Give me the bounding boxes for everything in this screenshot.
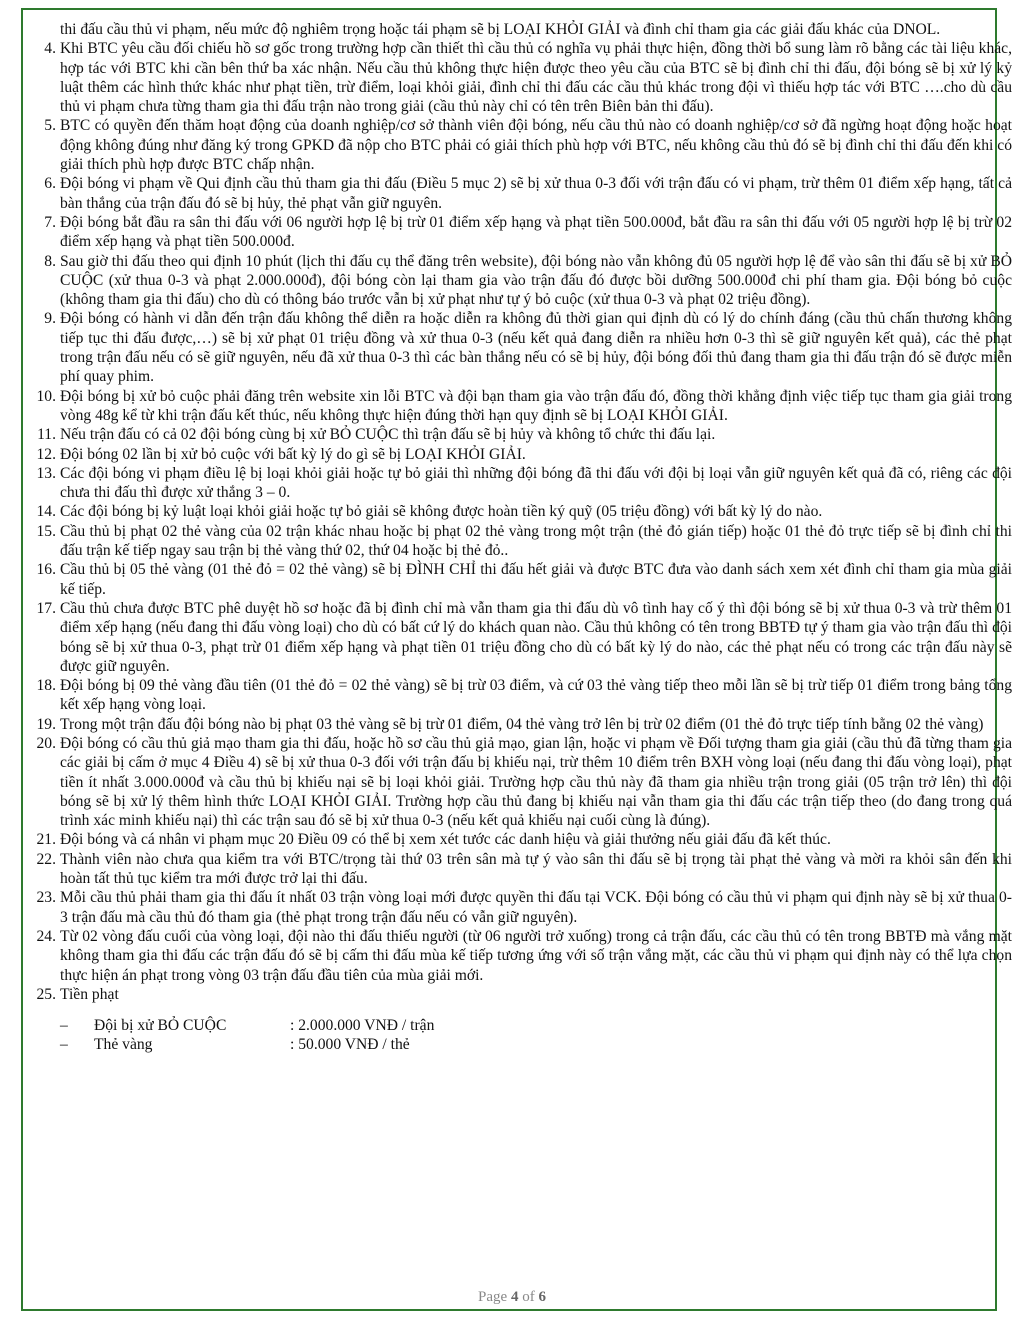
item-text: Đội bóng bị 09 thẻ vàng đầu tiên (01 thẻ đỏ = 02 thẻ vàng) sẽ bị trừ 03 điểm, và cứ 03 thẻ vàng tiếp theo mỗi lần sẽ bị trừ tiếp 01 điểm trong bảng tổng kết xếp hạng vòng loại.: [60, 677, 1012, 714]
list-item: [24, 445, 1012, 464]
item-number: 20.: [36, 734, 56, 752]
item-number: 23.: [36, 889, 56, 907]
item-text: Từ 02 vòng đấu cuối của vòng loại, đội nào thi đấu thiếu người (từ 06 người trở xuống) trong cả trận đấu, các cầu thủ có tên trong BBTĐ mà vắng mặt không tham gia thi đấu các trận đấu đó sẽ bị cấm thi đấu mùa kế tiếp tương ứng với số trận vắng mặt, các cầu thủ vi phạm qui định này có thể lựa chọn thực hiện án phạt trong vòng 03 trận đấu đầu tiên của mùa giải mới.: [60, 927, 1012, 984]
item-number: 5.: [44, 117, 56, 135]
item-number: 17.: [36, 599, 56, 617]
item-text: Sau giờ thi đấu theo qui định 10 phút (lịch thi đấu cụ thể đăng trên website), đội bóng nào vẫn không đủ 05 người hợp lệ để vào sân thi đấu sẽ bị xử BỎ CUỘC (xử thua 0-3 và phạt 2.000.000đ), đội bóng còn lại tham gia vào trận đấu đó được bồi dưỡng 500.000đ chi phí tham gia. Đội bóng bỏ cuộc (không tham gia thi đấu) cho dù có thông báo trước vẫn bị xử phạt như tự ý bỏ cuộc (xử thua 0-3 và phạt 02 triệu đồng).: [60, 252, 1012, 309]
item-number: 19.: [36, 715, 56, 733]
list-item: [24, 985, 1012, 1004]
item-text: Đội bóng bắt đầu ra sân thi đấu với 06 người hợp lệ bị trừ 01 điểm xếp hạng và phạt tiền 500.000đ, bắt đầu ra sân thi đấu với 05 người hợp lệ bị trừ 02 điểm xếp hạng và phạt tiền 500.000đ.: [60, 213, 1012, 251]
item-number: 8.: [44, 252, 56, 270]
fine-row: [24, 1016, 1012, 1035]
item-text: Khi BTC yêu cầu đối chiếu hồ sơ gốc trong trường hợp cần thiết thì cầu thủ có nghĩa vụ phải thực hiện, đồng thời bổ sung làm rõ bằng các tài liệu khác, hợp tác với BTC khi cần bên thứ ba xác nhận. Nếu cầu thủ không thực hiện được theo yêu cầu của BTC sẽ bị đình chỉ thi đấu, đội bóng sẽ bị xử lý kỷ luật thêm các hình thức khác như phạt tiền, trừ điểm, loại khỏi giải, đình chỉ thi đấu các cầu thủ khác trong đội vì thiếu hợp tác với BTC ….cho dù cầu thủ vi phạm chưa từng tham gia thi đấu trận nào trong giải (cầu thủ này chỉ có tên trên Biên bản thi đấu).: [60, 40, 1012, 116]
list-item: [24, 425, 1012, 444]
item-number: 15.: [36, 522, 56, 540]
item-number: 14.: [36, 503, 56, 521]
item-number: 4.: [44, 40, 56, 58]
list-item: [24, 387, 1012, 426]
list-item: [24, 734, 1012, 830]
of-word: of: [522, 1289, 535, 1305]
list-item: [24, 676, 1012, 715]
list-item: [24, 522, 1012, 561]
list-item: [24, 715, 1012, 734]
page-total: 6: [538, 1289, 546, 1305]
page-footer: [0, 1289, 1024, 1306]
list-item: [24, 39, 1012, 116]
item-number: 22.: [36, 850, 56, 868]
item-number: 9.: [44, 310, 56, 328]
list-item: [24, 309, 1012, 386]
list-item: [24, 830, 1012, 849]
fine-value: : 2.000.000 VNĐ / trận: [290, 1017, 435, 1035]
item-text: Nếu trận đấu có cả 02 đội bóng cùng bị xử BỎ CUỘC thì trận đấu sẽ bị hủy và không tổ chức thi đấu lại.: [60, 426, 716, 444]
fines-list: [24, 1016, 1012, 1055]
item-number: 10.: [36, 387, 56, 405]
list-item: [24, 850, 1012, 889]
fine-row: [24, 1035, 1012, 1054]
list-item: [24, 888, 1012, 927]
fine-value: : 50.000 VNĐ / thẻ: [290, 1036, 410, 1054]
fine-dash: –: [60, 1017, 68, 1035]
page-number: 4: [510, 1289, 519, 1305]
list-item: [24, 252, 1012, 310]
item-number: 16.: [36, 561, 56, 579]
item-number: 13.: [36, 464, 56, 482]
item-text: Cầu thủ bị 05 thẻ vàng (01 thẻ đỏ = 02 thẻ vàng) sẽ bị ĐÌNH CHỈ thi đấu hết giải và được BTC đưa vào danh sách xem xét đình chỉ tham gia mùa giải kế tiếp.: [60, 561, 1012, 598]
item-text: Tiền phạt: [60, 985, 119, 1003]
item-text: Đội bóng có hành vi dẫn đến trận đấu không thể diễn ra hoặc diễn ra không đủ thời gian qui định dù có lý do chính đáng (cầu thủ chấn thương không tiếp tục thi đấu được,…) sẽ bị xử phạt 01 triệu đồng và xử thua 0-3 (nếu kết quả đang diễn ra nhiều hơn 0-3 thì sẽ giữ nguyên kết quả), các thẻ phạt trong trận đấu nếu có sẽ giữ nguyên, nếu đã xử thua 0-3 thì các bàn thắng nếu có sẽ bị hủy, đội bóng đối thủ đang tham gia thi đấu trận đó sẽ được miễn phí quay phim.: [60, 310, 1012, 386]
item-text: Trong một trận đấu đội bóng nào bị phạt 03 thẻ vàng sẽ bị trừ 01 điểm, 04 thẻ vàng trở lên bị trừ 02 điểm (01 thẻ đỏ trực tiếp tính bằng 02 thẻ vàng): [60, 715, 984, 733]
item-number: 12.: [36, 445, 56, 463]
item-number: 25.: [36, 985, 56, 1003]
item-text: Đội bóng vi phạm về Qui định cầu thủ tham gia thi đấu (Điều 5 mục 2) sẽ bị xử thua 0-3 đối với trận đấu có vi phạm, trừ thêm 01 điểm xếp hạng, tất cả bàn thắng của trận đấu đó sẽ bị hủy, thẻ phạt vẫn giữ nguyên.: [60, 175, 1012, 212]
item-text: Các đội bóng bị kỷ luật loại khỏi giải hoặc tự bỏ giải sẽ không được hoàn tiền ký quỹ (05 triệu đồng) với bất kỳ lý do nào.: [60, 503, 823, 521]
fine-dash: –: [60, 1036, 68, 1054]
list-item: [24, 116, 1012, 174]
item-number: 18.: [36, 677, 56, 695]
fine-label: Đội bị xử BỎ CUỘC: [94, 1017, 227, 1035]
item-text: Cầu thủ bị phạt 02 thẻ vàng của 02 trận khác nhau hoặc bị phạt 02 thẻ vàng trong một trận (thẻ đỏ gián tiếp) hoặc 01 thẻ đỏ trực tiếp sẽ bị đình chỉ thi đấu trận kế tiếp ngay sau trận bị thẻ vàng thứ 02, thứ 04 hoặc bị thẻ đỏ..: [60, 522, 1012, 560]
item-text: Các đội bóng vi phạm điều lệ bị loại khỏi giải hoặc tự bỏ giải thì những đội bóng đã thi đấu với đội bị loại vẫn giữ nguyên kết quả đã có, riêng các đội chưa thi đấu thì được xử thắng 3 – 0.: [60, 464, 1012, 502]
item-text: Đội bóng bị xử bỏ cuộc phải đăng trên website xin lỗi BTC và đội bạn tham gia vào trận đấu đó, đồng thời khẳng định việc tiếp tục tham gia giải trong vòng 48g kể từ khi trận đấu kết thúc, nếu không thực hiện đúng thời hạn quy định sẽ bị LOẠI KHỎI GIẢI.: [60, 387, 1012, 424]
list-item: [24, 560, 1012, 599]
item-text: Đội bóng 02 lần bị xử bỏ cuộc với bất kỳ lý do gì sẽ bị LOẠI KHỎI GIẢI.: [60, 445, 526, 463]
fine-label: Thẻ vàng: [94, 1036, 153, 1054]
item-text: BTC có quyền đến thăm hoạt động của doanh nghiệp/cơ sở thành viên đội bóng, nếu cầu thủ nào có doanh nghiệp/cơ sở đã ngừng hoạt động hoặc hoạt động không đúng như đăng ký trong GPKD đã nộp cho BTC phải có giải thích phù hợp với BTC, nếu không cầu thủ đó sẽ bị đình chỉ thi đấu đến khi có giải thích phù hợp được BTC chấp nhận.: [60, 117, 1012, 174]
list-item: [24, 464, 1012, 503]
item-text: Mỗi cầu thủ phải tham gia thi đấu ít nhất 03 trận vòng loại mới được quyền thi đấu tại VCK. Đội bóng có cầu thủ vi phạm qui định này sẽ bị xử thua 0-3 trận đấu mà cầu thủ đó tham gia (thẻ phạt trong trận đấu nếu có vẫn giữ nguyên).: [60, 889, 1012, 926]
document-body: [24, 20, 1012, 1055]
item-number: 21.: [36, 831, 56, 849]
list-item: [24, 599, 1012, 676]
page-word: Page: [478, 1289, 508, 1305]
item-text: Đội bóng có cầu thủ giả mạo tham gia thi đấu, hoặc hồ sơ cầu thủ giả mạo, gian lận, hoặc vi phạm về Đối tượng tham gia giải (cầu thủ đã từng tham gia các giải bị cấm ở mục 4 Điều 4) sẽ bị xử thua 0-3 đối với trận đấu bị khiếu nại, trừ thêm 10 điểm trên BXH vòng loại (nếu đang thi đấu vòng loại), phạt tiền ít nhất 3.000.000đ và cầu thủ bị khiếu nại sẽ bị loại khỏi giải. Trường hợp cầu thủ này đã tham gia nhiều trận trong giải (05 trận trở lên) thì đội bóng sẽ bị xử lý thêm hình thức LOẠI KHỎI GIẢI. Trường hợp cầu thủ đang bị khiếu nại vẫn tham gia thi đấu các trận tiếp theo (do đang trong quá trình xác minh khiếu nại) thì các trận sau đó sẽ bị xử thua 0-3 (nếu kết quả khiếu nại cuối cùng là đúng).: [60, 734, 1012, 830]
item-number: 11.: [37, 426, 56, 444]
list-item: [24, 174, 1012, 213]
item-number: 6.: [44, 175, 56, 193]
item-number: 24.: [36, 927, 56, 945]
item-text: Cầu thủ chưa được BTC phê duyệt hồ sơ hoặc đã bị đình chỉ mà vẫn tham gia thi đấu dù vô tình hay cố ý thì đội bóng sẽ bị xử thua 0-3 và trừ thêm 01 điểm xếp hạng (nếu đang thi đấu vòng loại) cho dù có bất cứ lý do khách quan nào. Cầu thủ không có tên trong BBTĐ tự ý tham gia vào trận đấu thì đội bóng sẽ bị xử thua 0-3, phạt trừ 01 điểm xếp hạng và phạt tiền 01 triệu đồng cho dù có bất kỳ lý do nào, các thẻ phạt nếu có trong các trận đấu này sẽ được giữ nguyên.: [60, 599, 1012, 675]
list-item: [24, 927, 1012, 985]
item-text: Thành viên nào chưa qua kiểm tra với BTC/trọng tài thứ 03 trên sân mà tự ý vào sân thi đấu sẽ bị trọng tài phạt thẻ vàng và mời ra khỏi sân đến khi hoàn tất thủ tục kiểm tra mới được trở lại thi đấu.: [60, 850, 1012, 888]
list-item: [24, 213, 1012, 252]
intro-paragraph: thi đấu cầu thủ vi phạm, nếu mức độ nghiêm trọng hoặc tái phạm sẽ bị LOẠI KHỎI GIẢI và đình chỉ tham gia các giải đấu khác của DNOL.: [60, 21, 941, 38]
item-text: Đội bóng và cá nhân vi phạm mục 20 Điều 09 có thể bị xem xét tước các danh hiệu và giải thưởng nếu giải đấu đã kết thúc.: [60, 831, 831, 849]
list-item: [24, 502, 1012, 521]
item-number: 7.: [44, 213, 56, 231]
